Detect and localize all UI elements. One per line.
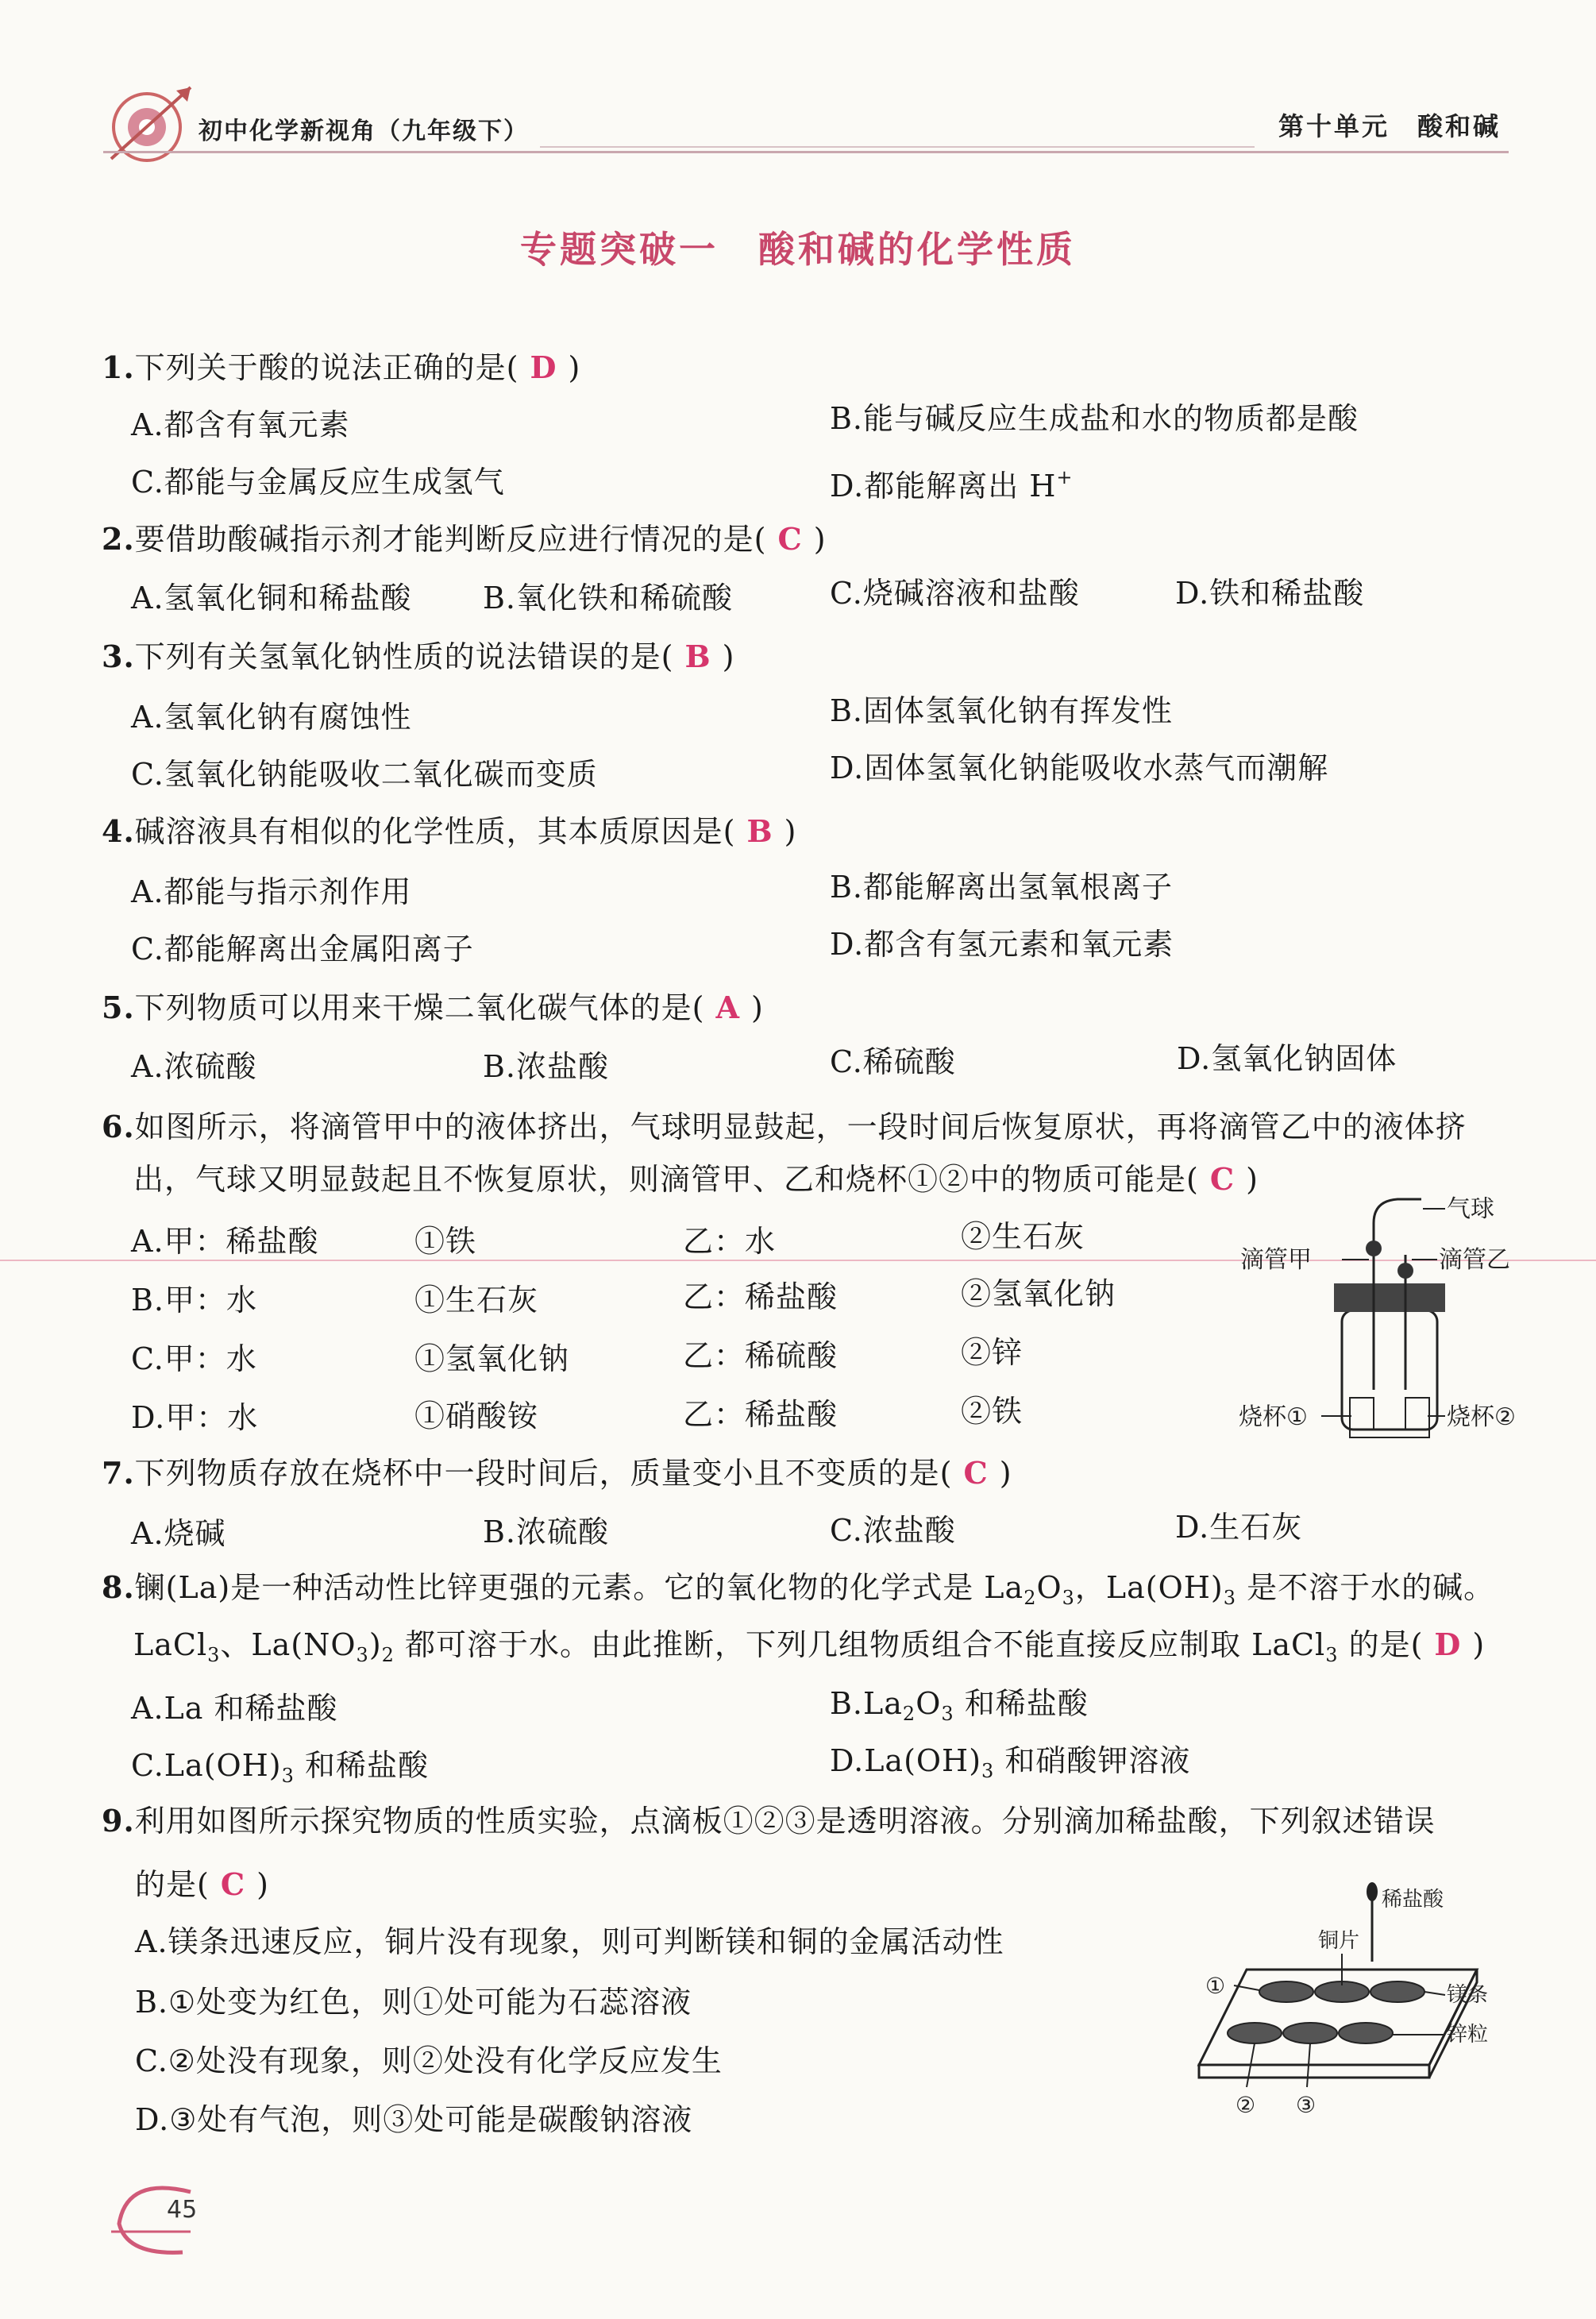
q6-row-c-col2: ①氢氧化钠 [414,1341,570,1376]
q6-answer: C [1209,1161,1236,1197]
q2-option-b: B.氧化铁和稀硫酸 [483,581,734,615]
q5-answer: A [715,990,740,1025]
fig9-label-copper: 铜片 [1318,1929,1360,1953]
q9-stem-line2: 的是( C ) [135,1866,269,1902]
q2-option-d: D.铁和稀盐酸 [1175,576,1365,611]
q7-option-c: C.浓盐酸 [830,1513,956,1548]
q8-stem-line1: 8.镧(La)是一种活动性比锌更强的元素。它的氧化物的化学式是 $La_2O_3$，$La(OH)_3$ 是不溶于水的碱。 [102,1569,1495,1609]
q8-option-c: $C.La(OH)_3$ 和稀盐酸 [131,1748,430,1787]
q4-option-c: C.都能解离出金属阳离子 [131,932,474,967]
q4-option-d: D.都含有氢元素和氧元素 [830,927,1174,962]
fig6-label-dropper-b: 滴管乙 [1439,1246,1510,1274]
q5-stem: 5.下列物质可以用来干燥二氧化碳气体的是( A ) [102,990,764,1025]
q6-row-a-col1: A.甲：稀盐酸 [131,1224,319,1259]
page-title: 专题突破一 酸和碱的化学性质 [520,228,1076,271]
q6-row-a-col4: ②生石灰 [961,1219,1085,1254]
fig9-label-well1: ① [1205,1973,1226,1999]
q5-option-c: C.稀硫酸 [830,1044,956,1079]
q5-option-b: B.浓盐酸 [483,1049,610,1084]
q9-option-a: A.镁条迅速反应，铜片没有现象，则可判断镁和铜的金属活动性 [135,1924,1004,1959]
page-number: 45 [167,2196,198,2224]
q3-option-c: C.氢氧化钠能吸收二氧化碳而变质 [131,757,598,792]
q9-option-b: B.①处变为红色，则①处可能为石蕊溶液 [135,1985,692,2020]
fig6-label-dropper-a: 滴管甲 [1240,1246,1312,1274]
q6-row-d-col3: 乙：稀盐酸 [683,1397,838,1432]
header-rule-secondary [540,146,1255,148]
q7-option-d: D.生石灰 [1175,1510,1303,1545]
q6-row-d-col4: ②铁 [961,1394,1024,1429]
fig9-label-magnesium: 镁条 [1447,1983,1489,2007]
unit-title: 第十单元 酸和碱 [1278,111,1501,141]
q6-row-c-col4: ②锌 [961,1335,1024,1370]
q1-option-a: A.都含有氧元素 [131,407,350,442]
q9-answer: C [220,1866,246,1902]
fig9-label-acid: 稀盐酸 [1382,1888,1444,1912]
fig9-label-zinc: 锌粒 [1447,2023,1489,2047]
q3-option-d: D.固体氢氧化钠能吸收水蒸气而潮解 [830,750,1329,785]
q9-option-c: C.②处没有现象，则②处没有化学反应发生 [135,2043,723,2078]
q6-row-b-col4: ②氢氧化钠 [961,1276,1116,1311]
q4-stem: 4.碱溶液具有相似的化学性质，其本质原因是( B ) [102,813,797,849]
q6-stem-line2: 出，气球又明显鼓起且不恢复原状，则滴管甲、乙和烧杯①②中的物质可能是( C ) [133,1161,1259,1197]
q1-option-c: C.都能与金属反应生成氢气 [131,465,505,500]
q4-option-b: B.都能解离出氢氧根离子 [830,870,1174,905]
q2-option-a: A.氢氧化铜和稀盐酸 [131,581,412,615]
q6-row-a-col3: 乙：水 [683,1224,777,1259]
fig9-label-well2: ② [1236,2092,1256,2118]
book-title: 初中化学新视角（九年级下） [199,118,529,145]
q9-spot-plate-figure [1167,1874,1525,2120]
q6-stem-line1: 6.如图所示，将滴管甲中的液体挤出，气球明显鼓起，一段时间后恢复原状，再将滴管乙中的液体挤 [102,1109,1467,1144]
q8-option-d: $D.La(OH)_3$ 和硝酸钾溶液 [830,1743,1191,1782]
q8-answer: D [1434,1626,1462,1662]
q5-option-a: A.浓硫酸 [131,1049,257,1084]
q5-option-d: D.氢氧化钠固体 [1177,1041,1397,1076]
q2-option-c: C.烧碱溶液和盐酸 [830,576,1080,611]
q7-stem: 7.下列物质存放在烧杯中一段时间后，质量变小且不变质的是( C ) [102,1455,1012,1491]
q7-option-a: A.烧碱 [131,1516,226,1551]
q1-option-b: B.能与碱反应生成盐和水的物质都是酸 [830,401,1359,436]
fig6-label-beaker2: 烧杯② [1447,1403,1516,1431]
q1-option-d: D.都能解离出 H+ [830,466,1074,504]
q6-apparatus-figure [1239,1191,1525,1453]
q6-row-b-col2: ①生石灰 [414,1283,539,1318]
q9-option-d: D.③处有气泡，则③处可能是碳酸钠溶液 [135,2102,693,2137]
q1-answer: D [530,349,557,385]
q2-stem: 2.要借助酸碱指示剂才能判断反应进行情况的是( C ) [102,521,827,557]
q6-row-a-col2: ①铁 [414,1224,477,1259]
q6-row-b-col1: B.甲：水 [131,1283,258,1318]
q4-answer: B [746,813,773,849]
q6-row-c-col1: C.甲：水 [131,1341,257,1376]
q8-option-b: $B.La_2O_3$ 和稀盐酸 [830,1686,1089,1725]
q6-row-c-col3: 乙：稀硫酸 [683,1338,838,1373]
q4-option-a: A.都能与指示剂作用 [131,874,412,909]
q2-answer: C [777,521,803,557]
q3-answer: B [684,639,711,674]
fig9-label-well3: ③ [1296,2092,1317,2118]
q6-row-d-col1: D.甲：水 [131,1400,259,1435]
q3-option-a: A.氢氧化钠有腐蚀性 [131,700,412,735]
header-rule [103,151,1509,153]
fig6-label-balloon: 气球 [1447,1195,1494,1223]
q6-row-d-col2: ①硝酸铵 [414,1399,539,1433]
q9-stem-line1: 9.利用如图所示探究物质的性质实验，点滴板①②③是透明溶液。分别滴加稀盐酸，下列叙述错误 [102,1803,1436,1839]
q1-stem: 1.下列关于酸的说法正确的是( D ) [102,349,581,385]
fig6-label-beaker1: 烧杯① [1239,1403,1308,1431]
q3-stem: 3.下列有关氢氧化钠性质的说法错误的是( B ) [102,639,735,674]
q7-answer: C [963,1455,989,1491]
q8-stem-line2: LaCl$_3$、$La(NO_3)_2$ 都可溶于水。由此推断，下列几组物质组合不能直接反应制取 LaCl$_3$ 的是( D ) [133,1626,1486,1666]
q3-option-b: B.固体氢氧化钠有挥发性 [830,693,1174,728]
q6-row-b-col3: 乙：稀盐酸 [683,1279,838,1314]
q8-option-a: A.La 和稀盐酸 [131,1691,338,1726]
q7-option-b: B.浓硫酸 [483,1514,610,1549]
